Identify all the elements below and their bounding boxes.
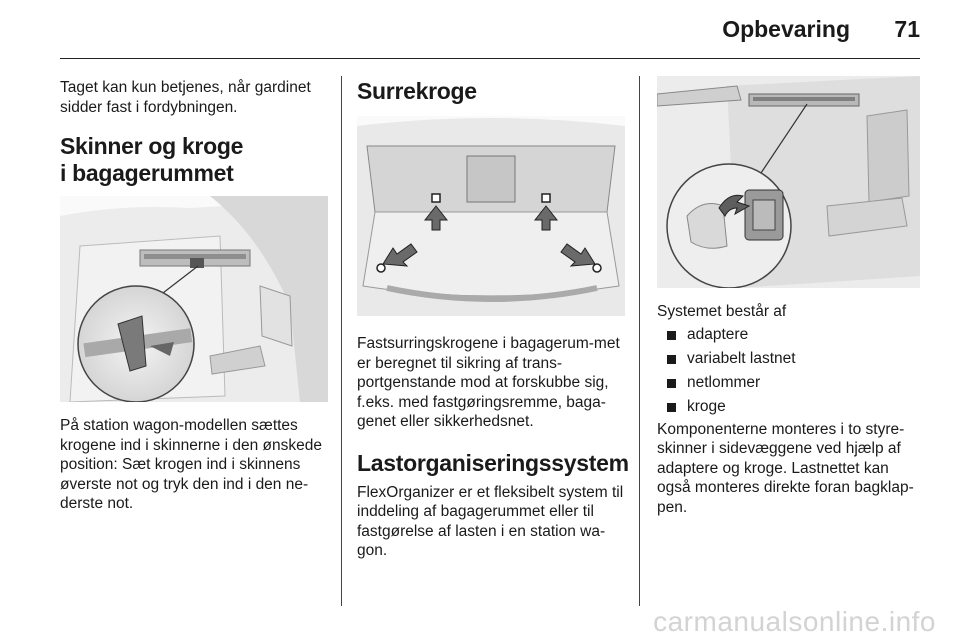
bullet-icon — [667, 379, 676, 388]
component-list — [657, 323, 923, 419]
intro-text: Taget kan kun betjenes, når gardinet sidder fast i fordybningen. — [60, 79, 311, 116]
header-rule — [60, 58, 920, 59]
heading-line-2: i bagagerummet — [60, 160, 234, 186]
load-system-text: FlexOrganizer er et fleksibelt system til inddeling af bagagerummet eller til fastgørelse af lasten i en station wa-gon. — [357, 483, 624, 559]
list-item: netlommer — [657, 371, 923, 395]
rail-hook-instructions: På station wagon-modellen sættes krogene ind i skinnerne i den ønskede position: Sæt krogen ind i skinnens øverste not og tryk den ind i den ne-derste not. — [60, 417, 322, 512]
page-number: 71 — [894, 16, 920, 42]
page-title: Opbevaring — [722, 16, 850, 42]
system-intro: Systemet består af — [657, 303, 787, 320]
column-1 — [60, 78, 330, 187]
column-2-lower — [357, 334, 627, 561]
watermark: carmanualsonline.info — [653, 606, 936, 637]
column-3 — [657, 302, 923, 517]
section-heading-load-system: Lastorganiseringssystem — [357, 449, 629, 476]
rail-hook-illustration — [60, 196, 328, 402]
bullet-icon — [667, 355, 676, 364]
lashing-eyes-text: Fastsurringskrogene i bagagerum-met er beregnet til sikring af trans-portgenstande mod at forskubbe sig, f.eks. med fastgøringsremme, baga-genet eller sikkerhedsnet. — [357, 335, 620, 430]
components-text: Komponenterne monteres i to styre-skinner i sidevæggene ved hjælp af adaptere og kroge. Lastnettet kan også monteres direkte foran bagklap-pen. — [657, 420, 914, 516]
column-1-lower — [60, 416, 332, 514]
lashing-eyes-illustration — [357, 116, 625, 316]
column-divider-2 — [639, 76, 640, 606]
section-heading-lashing-eyes: Surrekroge — [357, 78, 477, 104]
list-item: variabelt lastnet — [657, 347, 923, 371]
section-heading-rails-hooks — [60, 133, 330, 187]
list-item: kroge — [657, 395, 923, 419]
bullet-icon — [667, 331, 676, 340]
flexorganizer-illustration — [657, 76, 920, 288]
bullet-icon — [667, 403, 676, 412]
column-divider-1 — [341, 76, 342, 606]
column-2 — [357, 78, 627, 105]
list-item: adaptere — [657, 323, 923, 347]
heading-line-1: Skinner og kroge — [60, 133, 244, 159]
